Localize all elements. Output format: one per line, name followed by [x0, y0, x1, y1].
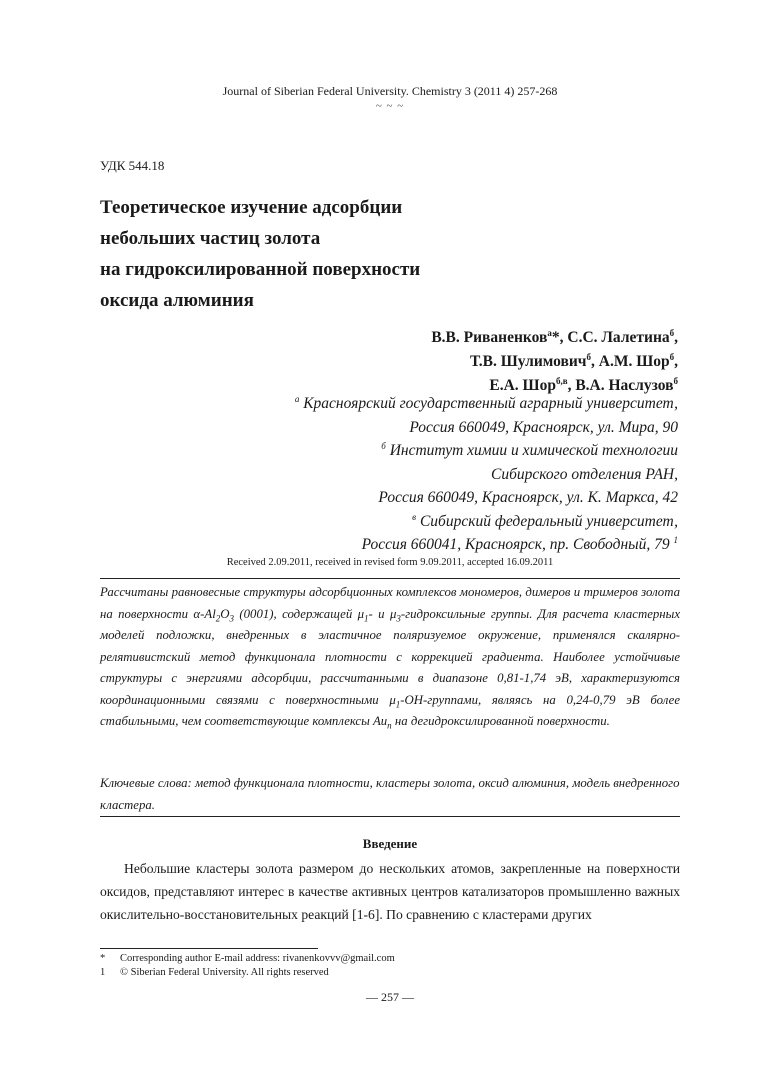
- footnote-mark: 1: [100, 967, 106, 978]
- author-list: [431, 326, 678, 398]
- affil-mark: в: [412, 511, 417, 522]
- intro-paragraph: Небольшие кластеры золота размером до нескольких атомов, закрепленные на поверхности оксидов, представляют интерес в качестве активных центров катализаторов промышленно важных окислительно-восстановительных реакций [1-6]. По сравнению с кластерами других: [100, 861, 680, 922]
- affil-sup: б,в: [555, 375, 568, 386]
- affiliation-line: Россия 660049, Красноярск, ул. Мира, 90: [409, 418, 678, 436]
- corresponding-mark: *: [551, 329, 560, 346]
- affil-sup: б: [669, 351, 675, 362]
- affiliations: [295, 392, 678, 557]
- affil-mark: б: [381, 440, 386, 451]
- journal-header: Journal of Siberian Federal University. Chemistry 3 (2011 4) 257-268: [222, 84, 558, 98]
- section-heading: Введение: [362, 836, 418, 851]
- author-line: В.В. Риваненков$^а$*, С.С. Лалетина$^б$,: [431, 327, 678, 346]
- affil-sup: б: [586, 351, 592, 362]
- header-ornament: ~ ~ ~: [375, 100, 405, 112]
- paper-title: [100, 192, 600, 316]
- affil-sup: б: [669, 327, 675, 338]
- footnote: [100, 953, 395, 964]
- footnote-ref: 1: [673, 534, 678, 545]
- affil-sup: а: [547, 327, 552, 338]
- footnote: [100, 967, 329, 978]
- title-line: оксида алюминия: [100, 290, 254, 311]
- author-name: А.М. Шор: [598, 353, 670, 370]
- title-line: Теоретическое изучение адсорбции: [100, 197, 403, 218]
- affiliation-line: Сибирского отделения РАН,: [491, 465, 678, 483]
- affil-sup: б: [673, 375, 678, 386]
- abstract: Рассчитаны равновесные структуры адсорбционных комплексов мономеров, димеров и тримеров золота на поверхности $\alpha-Al_2O_3$ (0001), содержащей $\mu_1-$ и $\mu_3$-гидроксильные группы. Для расчета кластерных моделей подложки, внедренных в эластичное поляризуемое окружение, применялся скалярно-релятивистский метод функционала плотности с коррекцией градиента. Наиболее устойчивые структуры с энергиями адсорбции, рассчитанными в диапазоне 0,81-1,74 эВ, характеризуются координационными связями с поверхностными $\mu_1-OH$-группами, являясь на 0,24-0,79 эВ более стабильными, чем соответствующие комплексы $Au_n$ на дегидроксилированной поверхности.: [100, 585, 681, 731]
- footnote-text: © Siberian Federal University. All rights reserved: [120, 967, 329, 978]
- keywords-bottom-rule: [100, 816, 680, 817]
- affiliation-line: Россия 660049, Красноярск, ул. К. Маркса, 42: [378, 489, 678, 506]
- author-name: В.А. Наслузов: [575, 377, 674, 394]
- author-name: Т.В. Шулимович: [470, 353, 587, 370]
- affil-mark: а: [294, 393, 300, 404]
- author-name: В.В. Риваненков: [431, 329, 548, 346]
- footnote-rule: [100, 948, 318, 949]
- affiliation-line: $^а$ Красноярский государственный аграрный университет,: [294, 393, 678, 412]
- title-line: небольших частиц золота: [100, 228, 321, 249]
- affiliation-line: Россия 660041, Красноярск, пр. Свободный, 79 $^1$: [361, 534, 678, 553]
- author-name: Е.А. Шор: [489, 377, 556, 394]
- abstract-top-rule: [100, 578, 680, 579]
- keywords: Ключевые слова: метод функционала плотности, кластеры золота, оксид алюминия, модель внедренного кластера.: [100, 776, 680, 812]
- footnote-text: Corresponding author E-mail address: rivanenkovvv@gmail.com: [120, 953, 395, 964]
- author-line: Т.В. Шулимович$^б$, А.М. Шор$^б$,: [470, 351, 678, 370]
- affiliation-line: $^в$ Сибирский федеральный университет,: [412, 511, 678, 530]
- footnote-mark: *: [100, 953, 106, 964]
- udk-code: УДК 544.18: [100, 158, 165, 173]
- page-number: — 257 —: [366, 990, 414, 1004]
- author-line: Е.А. Шор$^{б,в}$, В.А. Наслузов$^б$: [489, 375, 678, 394]
- received-dates: Received 2.09.2011, received in revised form 9.09.2011, accepted 16.09.2011: [226, 557, 554, 568]
- affiliation-line: $^б$ Институт химии и химической технологии: [381, 440, 678, 459]
- title-line: на гидроксилированной поверхности: [100, 259, 421, 280]
- author-name: С.С. Лалетина: [567, 329, 670, 346]
